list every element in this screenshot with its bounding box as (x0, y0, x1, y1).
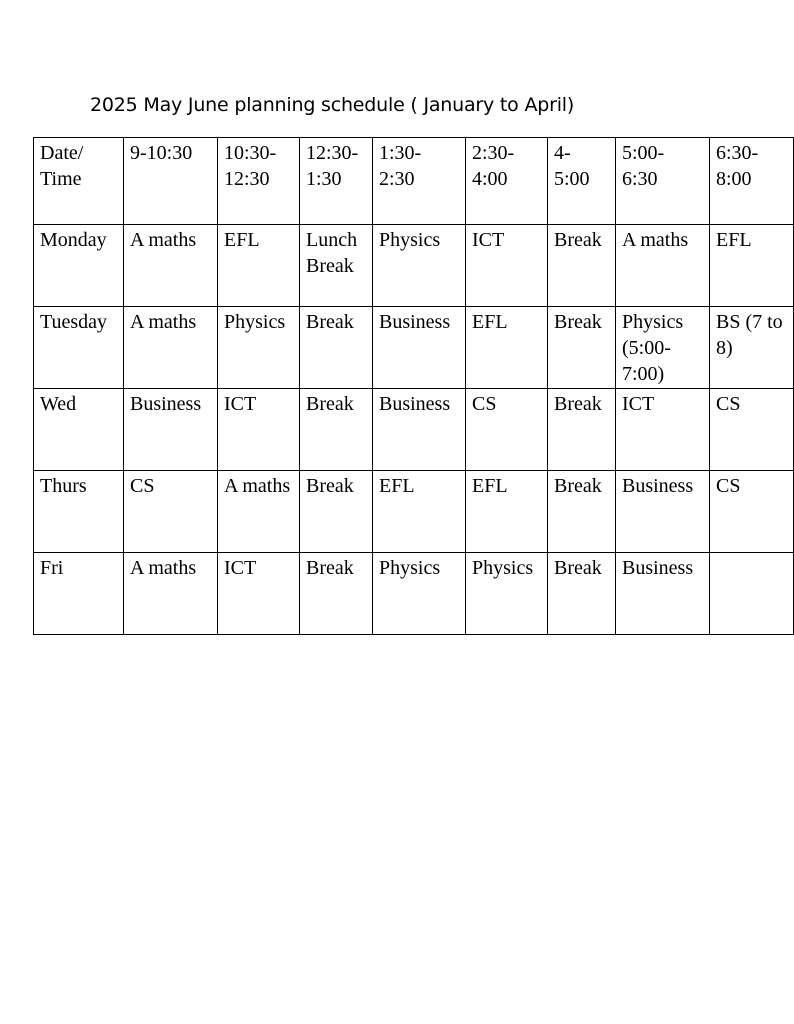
schedule-cell: Break (300, 307, 373, 389)
schedule-cell: Break (548, 225, 616, 307)
schedule-cell: EFL (466, 471, 548, 553)
schedule-cell: Physics (373, 225, 466, 307)
schedule-cell: Break (300, 553, 373, 635)
schedule-cell: Break (548, 307, 616, 389)
schedule-cell: Business (373, 389, 466, 471)
schedule-cell: Lunch Break (300, 225, 373, 307)
schedule-table (33, 137, 794, 635)
day-cell: Wed (34, 389, 124, 471)
header-cell: 5:00- 6:30 (616, 138, 710, 225)
schedule-cell: CS (466, 389, 548, 471)
schedule-cell: ICT (466, 225, 548, 307)
schedule-cell: Physics (466, 553, 548, 635)
day-cell: Thurs (34, 471, 124, 553)
schedule-cell: Business (616, 471, 710, 553)
schedule-cell: Business (373, 307, 466, 389)
header-cell: 4- 5:00 (548, 138, 616, 225)
schedule-cell: CS (710, 389, 794, 471)
schedule-cell: A maths (124, 553, 218, 635)
schedule-cell: EFL (373, 471, 466, 553)
table-row (34, 307, 794, 389)
schedule-cell: BS (7 to 8) (710, 307, 794, 389)
header-cell: 9-10:30 (124, 138, 218, 225)
page-title: 2025 May June planning schedule ( January to April) (90, 94, 575, 116)
header-cell: 2:30- 4:00 (466, 138, 548, 225)
schedule-cell: Physics (218, 307, 300, 389)
schedule-cell: A maths (124, 307, 218, 389)
schedule-cell: A maths (218, 471, 300, 553)
schedule-cell (710, 553, 794, 635)
schedule-cell: CS (710, 471, 794, 553)
header-cell: Date/ Time (34, 138, 124, 225)
schedule-cell: CS (124, 471, 218, 553)
schedule-cell: Break (300, 389, 373, 471)
schedule-cell: Physics (373, 553, 466, 635)
schedule-cell: EFL (466, 307, 548, 389)
header-row (34, 138, 794, 225)
schedule-cell: Business (616, 553, 710, 635)
table-row (34, 471, 794, 553)
schedule-cell: Break (548, 389, 616, 471)
schedule-cell: Break (300, 471, 373, 553)
table-row (34, 225, 794, 307)
header-cell: 1:30- 2:30 (373, 138, 466, 225)
schedule-cell: ICT (616, 389, 710, 471)
schedule-cell: ICT (218, 389, 300, 471)
schedule-cell: A maths (124, 225, 218, 307)
day-cell: Tuesday (34, 307, 124, 389)
day-cell: Monday (34, 225, 124, 307)
header-cell: 12:30- 1:30 (300, 138, 373, 225)
schedule-cell: EFL (710, 225, 794, 307)
table-row (34, 389, 794, 471)
header-cell: 10:30- 12:30 (218, 138, 300, 225)
schedule-cell: Business (124, 389, 218, 471)
header-cell: 6:30- 8:00 (710, 138, 794, 225)
schedule-cell: Physics (5:00-7:00) (616, 307, 710, 389)
day-cell: Fri (34, 553, 124, 635)
schedule-cell: A maths (616, 225, 710, 307)
table-row (34, 553, 794, 635)
schedule-cell: Break (548, 553, 616, 635)
schedule-cell: EFL (218, 225, 300, 307)
schedule-cell: Break (548, 471, 616, 553)
schedule-cell: ICT (218, 553, 300, 635)
